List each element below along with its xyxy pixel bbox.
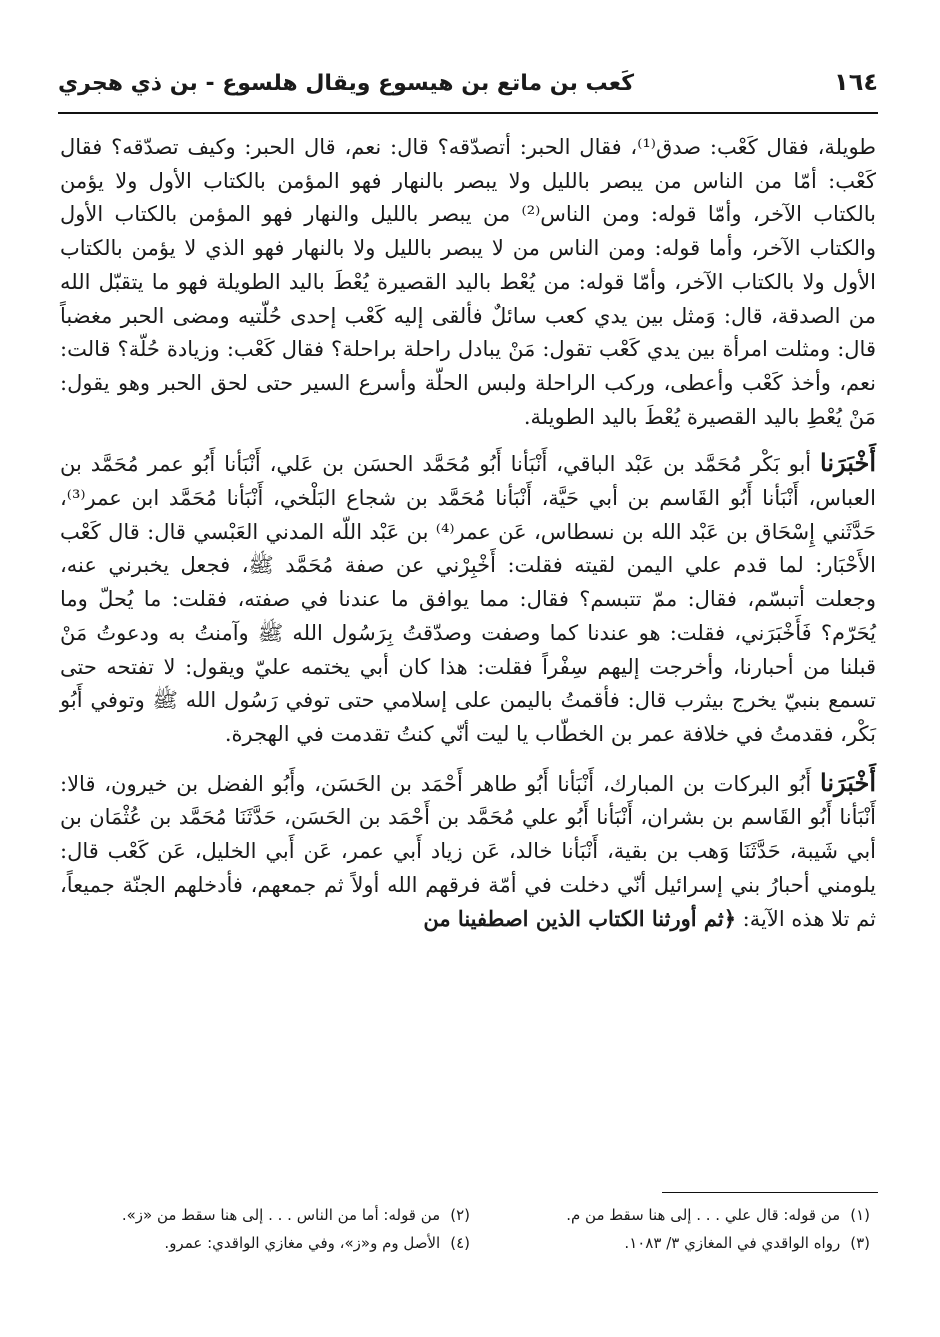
page-number: ١٦٤ [834, 68, 878, 96]
footnote-4-text: الأصل وم و«ز»، وفي مغازي الواقدي: عمرو. [164, 1234, 441, 1252]
footnote-2 [100, 1202, 470, 1228]
footnote-1 [500, 1202, 870, 1228]
footnote-3 [500, 1230, 870, 1256]
paragraph-2-text: أبو بَكْر مُحَمَّد بن عَبْد الباقي، أَنْبَأنا أَبُو مُحَمَّد الحسَن بن عَلي، أَنْبَأنا أَبُو عمر مُحَمَّد بن العباس، أَنْبَأنا أَبُو القَاسم بن أبي حَيَّة، أَنْبَأنا مُحَمَّد بن شجاع البَلْخي، أَنْبَأنا مُحَمَّد ابن عمر⁽³⁾، حَدَّثَني إِسْحَاق بن عَبْد الله بن نسطاس، عَن عمر⁽⁴⁾ بن عَبْد اللّه المدني العَبْسي قال: قال كَعْب الأَحْبَار: لما قدم علي اليمن لقيته فقلت: أَخْبِرْني عن صفة مُحَمَّد ﷺ، فجعل يخبرني عنه، وجعلت أتبسّم، فقال: ممّ تتبسم؟ فقال: مما يوافق ما عندنا في صفته، فقلت: ما يُحلّ وما يُحَرّم؟ فَأَخْبَرَني، فقلت: هو عندنا كما وصفت وصدّقتُ بِرَسُول الله ﷺ وآمنتُ به ودعوتُ مَنْ قبلنا من أحبارنا، وأخرجت إليهم سِفْراً فقلت: هذا كان أبي يختمه عليّ ويقول: لا تفتحه حتى تسمع بنبيّ يخرج بيثرب قال: فأقمتُ باليمن على إسلامي حتى توفي رَسُول الله ﷺ وتوفي أَبُو بَكْر، فقدمتُ في خلافة عمر بن الخطّاب يا ليت أنّي كنتُ تقدمت في الهجرة. [60, 452, 877, 746]
paragraph-2-lead: أَخْبَرَنا [820, 448, 876, 478]
footnote-4-number: (٤) [450, 1234, 470, 1252]
footnote-rule [662, 1192, 878, 1193]
footnote-2-number: (٢) [450, 1206, 470, 1224]
footnote-1-text: من قوله: قال علي . . . إلى هنا سقط من م. [566, 1206, 841, 1224]
body-text [60, 131, 876, 937]
footnotes [100, 1202, 870, 1256]
paragraph-3-text: أَبُو البركات بن المبارك، أَنْبَأنا أَبُو طاهر أَحْمَد بن الحَسَن، وأَبُو الفضل بن خيرون، قالا: أَنْبَأنا أَبُو القَاسم بن بشران، أَنْبَأنا أَبُو علي مُحَمَّد بن أَحْمَد بن الحَسَن، حَدَّثَنَا مُحَمَّد بن عُثْمَان بن أبي شَيبة، حَدَّثَنَا وَهب بن بقية، أَنْبَأنا خالد، عَن زياد أَبي عمر، عَن أَبي الخليل، عَن كَعْب قال: يلومني أحبارُ بني إسرائيل أنّي دخلت في أمّة فرقهم الله أولاً ثم جمعهم، فأدخلهم الجنّة جميعاً، ثم تلا هذه الآية: [60, 771, 876, 932]
paragraph-3 [60, 766, 876, 938]
footnote-2-text: من قوله: أما من الناس . . . إلى هنا سقط من «ز». [121, 1206, 441, 1224]
running-head [58, 56, 878, 96]
footnote-3-text: رواه الواقدي في المغازي ٣/ ١٠٨٣. [624, 1234, 841, 1252]
header-rule [58, 112, 878, 114]
paragraph-1-text: طويلة، فقال كَعْب: صدق⁽¹⁾، فقال الحبر: أتصدّقه؟ قال: نعم، قال الحبر: وكيف تصدّقه؟ فقال كَعْب: أمّا من الناس من يبصر بالليل ولا يبصر بالنهار فهو المؤمن بالكتاب الأول ولا يؤمن بالكتاب الآخر، وأمّا قوله: ومن الناس⁽²⁾ من يبصر بالليل والنهار فهو المؤمن بالكتاب الأول والكتاب الآخر، وأما قوله: ومن الناس من لا يبصر بالليل ولا بالنهار فهو الذي لا يؤمن بالكتاب الأول ولا بالكتاب الآخر، وأمّا قوله: من يُعْط باليد القصيرة يُعْطَ باليد الطويلة فهو ما يتقبّل الله من الصدقة، قال: وَمثل بين يدي كعب سائلٌ فألقى إليه كَعْب إحدى حُلّتيه ومضى الحبر مغضباً قال: ومثلت امرأة بين يدي كَعْب تقول: مَنْ يبادل راحلة براحلة؟ فقال كَعْب: وزيادة حُلّة؟ قالت: نعم، وأخذ كَعْب وأعطى، وركب الراحلة ولبس الحلّة وأسرع السير حتى لحق الحبر وهو يقول: مَنْ يُعْطِ باليد القصيرة يُعْطَ باليد الطويلة. [60, 135, 877, 429]
footnote-4 [100, 1230, 470, 1256]
paragraph-1 [60, 131, 876, 434]
quran-verse: ﴿ثم أورثنا الكتاب الذين اصطفينا من [423, 906, 736, 932]
header-title: كَعب بن ماتع بن هيسوع ويقال هلسوع - بن ذي هجري [58, 71, 634, 96]
paragraph-3-lead: أَخْبَرَنا [820, 767, 876, 797]
footnote-3-number: (٣) [850, 1234, 870, 1252]
footnote-1-number: (١) [850, 1206, 870, 1224]
paragraph-2 [60, 446, 876, 751]
